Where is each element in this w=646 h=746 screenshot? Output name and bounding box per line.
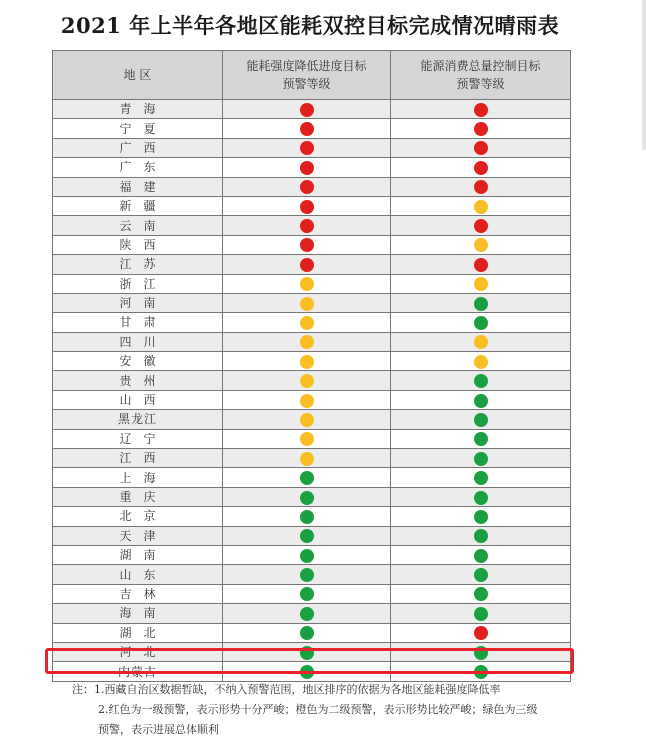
red-warning-dot bbox=[300, 180, 314, 194]
red-warning-dot bbox=[300, 161, 314, 175]
intensity-level-cell bbox=[223, 255, 391, 274]
region-cell bbox=[53, 468, 223, 487]
orange-warning-dot bbox=[474, 200, 488, 214]
total-level-cell bbox=[391, 487, 571, 506]
intensity-level-cell bbox=[223, 138, 391, 157]
region-name: 贵州 bbox=[119, 373, 168, 388]
region-cell bbox=[53, 565, 223, 584]
total-level-cell bbox=[391, 216, 571, 235]
total-level-cell bbox=[391, 177, 571, 196]
intensity-level-cell bbox=[223, 293, 391, 312]
region-name: 安徽 bbox=[119, 354, 168, 369]
intensity-level-cell bbox=[223, 371, 391, 390]
total-level-cell bbox=[391, 158, 571, 177]
total-level-cell bbox=[391, 390, 571, 409]
intensity-level-cell bbox=[223, 604, 391, 623]
intensity-level-cell bbox=[223, 545, 391, 564]
table-row bbox=[53, 507, 571, 526]
region-cell bbox=[53, 623, 223, 642]
red-warning-dot bbox=[474, 103, 488, 117]
notes bbox=[72, 680, 612, 740]
intensity-level-cell bbox=[223, 158, 391, 177]
region-cell bbox=[53, 138, 223, 157]
total-level-cell bbox=[391, 313, 571, 332]
region-cell bbox=[53, 158, 223, 177]
region-name: 浙江 bbox=[119, 276, 168, 291]
table-row bbox=[53, 177, 571, 196]
total-level-cell bbox=[391, 274, 571, 293]
header-total: 能源消费总量控制目标 预警等级 bbox=[391, 51, 571, 100]
table-row bbox=[53, 313, 571, 332]
orange-warning-dot bbox=[300, 316, 314, 330]
table-row bbox=[53, 138, 571, 157]
orange-warning-dot bbox=[300, 432, 314, 446]
total-level-cell bbox=[391, 604, 571, 623]
table-row bbox=[53, 468, 571, 487]
intensity-level-cell bbox=[223, 429, 391, 448]
table-row bbox=[53, 255, 571, 274]
note-line-1: 注：1.西藏自治区数据暂缺，不纳入预警范围，地区排序的依据为各地区能耗强度降低率 bbox=[72, 683, 501, 696]
region-cell bbox=[53, 487, 223, 506]
table-row bbox=[53, 216, 571, 235]
table-row bbox=[53, 371, 571, 390]
region-name: 重庆 bbox=[119, 490, 168, 504]
green-warning-dot bbox=[474, 607, 488, 621]
table-row bbox=[53, 390, 571, 409]
warning-table bbox=[52, 50, 571, 682]
header-region: 地 区 bbox=[53, 51, 223, 100]
total-level-cell bbox=[391, 255, 571, 274]
orange-warning-dot bbox=[300, 277, 314, 291]
red-warning-dot bbox=[300, 103, 314, 117]
green-warning-dot bbox=[474, 471, 488, 485]
intensity-level-cell bbox=[223, 313, 391, 332]
green-warning-dot bbox=[474, 529, 488, 543]
region-cell bbox=[53, 584, 223, 603]
region-name: 山西 bbox=[119, 393, 168, 408]
orange-warning-dot bbox=[300, 297, 314, 311]
region-name: 新疆 bbox=[119, 199, 168, 214]
intensity-level-cell bbox=[223, 235, 391, 254]
intensity-level-cell bbox=[223, 623, 391, 642]
intensity-level-cell bbox=[223, 119, 391, 138]
red-warning-dot bbox=[300, 200, 314, 214]
table-body bbox=[53, 100, 571, 682]
table-row bbox=[53, 565, 571, 584]
table-row bbox=[53, 235, 571, 254]
table-header-row bbox=[53, 51, 571, 100]
total-level-cell bbox=[391, 352, 571, 371]
total-level-cell bbox=[391, 565, 571, 584]
region-cell bbox=[53, 545, 223, 564]
region-name: 天津 bbox=[119, 528, 168, 543]
green-warning-dot bbox=[300, 510, 314, 524]
table-row bbox=[53, 584, 571, 603]
region-cell bbox=[53, 313, 223, 332]
green-warning-dot bbox=[300, 529, 314, 543]
region-name: 广东 bbox=[119, 160, 168, 175]
note-line-3: 预警，表示进展总体顺利 bbox=[98, 723, 219, 736]
region-cell bbox=[53, 293, 223, 312]
green-warning-dot bbox=[300, 587, 314, 601]
intensity-level-cell bbox=[223, 565, 391, 584]
total-level-cell bbox=[391, 100, 571, 119]
green-warning-dot bbox=[300, 471, 314, 485]
intensity-level-cell bbox=[223, 487, 391, 506]
intensity-level-cell bbox=[223, 274, 391, 293]
green-warning-dot bbox=[474, 452, 488, 466]
red-warning-dot bbox=[474, 180, 488, 194]
region-name: 四川 bbox=[119, 334, 168, 349]
green-warning-dot bbox=[300, 626, 314, 640]
region-cell bbox=[53, 390, 223, 409]
region-cell bbox=[53, 410, 223, 429]
total-level-cell bbox=[391, 526, 571, 545]
green-warning-dot bbox=[474, 413, 488, 427]
region-cell bbox=[53, 332, 223, 351]
orange-warning-dot bbox=[300, 394, 314, 408]
intensity-level-cell bbox=[223, 196, 391, 215]
red-warning-dot bbox=[474, 122, 488, 136]
table-row bbox=[53, 196, 571, 215]
red-warning-dot bbox=[474, 161, 488, 175]
red-warning-dot bbox=[474, 219, 488, 233]
total-level-cell bbox=[391, 507, 571, 526]
red-warning-dot bbox=[474, 626, 488, 640]
region-cell bbox=[53, 449, 223, 468]
table-container bbox=[52, 50, 570, 682]
intensity-level-cell bbox=[223, 332, 391, 351]
green-warning-dot bbox=[474, 587, 488, 601]
total-level-cell bbox=[391, 449, 571, 468]
region-name: 北京 bbox=[119, 509, 168, 524]
total-level-cell bbox=[391, 119, 571, 138]
note-line-2: 2.红色为一级预警，表示形势十分严峻；橙色为二级预警，表示形势比较严峻；绿色为三级 bbox=[98, 703, 538, 716]
green-warning-dot bbox=[474, 394, 488, 408]
green-warning-dot bbox=[474, 549, 488, 563]
region-name: 上海 bbox=[119, 470, 168, 485]
region-cell bbox=[53, 216, 223, 235]
region-cell bbox=[53, 235, 223, 254]
orange-warning-dot bbox=[300, 452, 314, 466]
red-warning-dot bbox=[300, 122, 314, 136]
region-name: 江西 bbox=[119, 451, 168, 466]
region-name: 河北 bbox=[119, 645, 168, 660]
table-row bbox=[53, 604, 571, 623]
red-warning-dot bbox=[300, 238, 314, 252]
region-cell bbox=[53, 100, 223, 119]
region-cell bbox=[53, 429, 223, 448]
intensity-level-cell bbox=[223, 390, 391, 409]
region-name: 江苏 bbox=[119, 257, 168, 272]
region-cell bbox=[53, 255, 223, 274]
green-warning-dot bbox=[474, 432, 488, 446]
orange-warning-dot bbox=[474, 355, 488, 369]
total-level-cell bbox=[391, 584, 571, 603]
region-cell bbox=[53, 604, 223, 623]
green-warning-dot bbox=[300, 549, 314, 563]
total-level-cell bbox=[391, 332, 571, 351]
region-name: 河南 bbox=[119, 296, 168, 311]
table-row bbox=[53, 410, 571, 429]
orange-warning-dot bbox=[474, 238, 488, 252]
region-name: 陕西 bbox=[119, 237, 168, 252]
region-cell bbox=[53, 352, 223, 371]
table-row bbox=[53, 100, 571, 119]
orange-warning-dot bbox=[300, 355, 314, 369]
intensity-level-cell bbox=[223, 468, 391, 487]
total-level-cell bbox=[391, 196, 571, 215]
region-cell bbox=[53, 274, 223, 293]
intensity-level-cell bbox=[223, 177, 391, 196]
region-cell bbox=[53, 177, 223, 196]
orange-warning-dot bbox=[474, 277, 488, 291]
green-warning-dot bbox=[474, 568, 488, 582]
intensity-level-cell bbox=[223, 216, 391, 235]
intensity-level-cell bbox=[223, 352, 391, 371]
green-warning-dot bbox=[300, 607, 314, 621]
orange-warning-dot bbox=[300, 413, 314, 427]
red-warning-dot bbox=[300, 219, 314, 233]
total-level-cell bbox=[391, 138, 571, 157]
region-cell bbox=[53, 507, 223, 526]
intensity-level-cell bbox=[223, 507, 391, 526]
table-row bbox=[53, 293, 571, 312]
red-warning-dot bbox=[474, 258, 488, 272]
region-name: 湖南 bbox=[119, 548, 168, 563]
region-cell bbox=[53, 196, 223, 215]
orange-warning-dot bbox=[474, 335, 488, 349]
orange-warning-dot bbox=[300, 374, 314, 388]
table-row bbox=[53, 449, 571, 468]
green-warning-dot bbox=[474, 316, 488, 330]
table-row bbox=[53, 274, 571, 293]
total-level-cell bbox=[391, 429, 571, 448]
region-cell bbox=[53, 371, 223, 390]
total-level-cell bbox=[391, 623, 571, 642]
table-row bbox=[53, 119, 571, 138]
region-cell bbox=[53, 526, 223, 545]
region-name: 内蒙古 bbox=[117, 664, 157, 679]
total-level-cell bbox=[391, 410, 571, 429]
green-warning-dot bbox=[474, 510, 488, 524]
page-title: 2021 年上半年各地区能耗双控目标完成情况晴雨表 bbox=[60, 13, 560, 38]
green-warning-dot bbox=[300, 568, 314, 582]
highlight-box bbox=[45, 648, 574, 674]
total-level-cell bbox=[391, 545, 571, 564]
region-name: 甘肃 bbox=[119, 315, 168, 330]
green-warning-dot bbox=[300, 491, 314, 505]
region-name: 广西 bbox=[119, 140, 168, 155]
total-level-cell bbox=[391, 371, 571, 390]
table-row bbox=[53, 158, 571, 177]
red-warning-dot bbox=[300, 258, 314, 272]
region-name: 山东 bbox=[119, 567, 168, 582]
total-level-cell bbox=[391, 468, 571, 487]
region-name: 福建 bbox=[119, 179, 168, 194]
table-row bbox=[53, 526, 571, 545]
intensity-level-cell bbox=[223, 410, 391, 429]
red-warning-dot bbox=[300, 141, 314, 155]
region-name: 宁夏 bbox=[119, 121, 168, 136]
total-level-cell bbox=[391, 293, 571, 312]
table-row bbox=[53, 352, 571, 371]
region-name: 辽宁 bbox=[119, 431, 168, 446]
intensity-level-cell bbox=[223, 526, 391, 545]
region-name: 青海 bbox=[119, 102, 168, 117]
header-intensity: 能耗强度降低进度目标 预警等级 bbox=[223, 51, 391, 100]
table-row bbox=[53, 487, 571, 506]
green-warning-dot bbox=[474, 491, 488, 505]
intensity-level-cell bbox=[223, 584, 391, 603]
total-level-cell bbox=[391, 235, 571, 254]
region-name: 海南 bbox=[119, 606, 168, 621]
region-name: 湖北 bbox=[119, 625, 168, 640]
region-cell bbox=[53, 119, 223, 138]
intensity-level-cell bbox=[223, 100, 391, 119]
region-name: 云南 bbox=[119, 218, 168, 233]
table-row bbox=[53, 623, 571, 642]
green-warning-dot bbox=[474, 297, 488, 311]
region-name: 吉林 bbox=[119, 586, 168, 601]
region-name: 黑龙江 bbox=[117, 412, 157, 427]
red-warning-dot bbox=[474, 141, 488, 155]
orange-warning-dot bbox=[300, 335, 314, 349]
table-row bbox=[53, 545, 571, 564]
green-warning-dot bbox=[474, 374, 488, 388]
table-row bbox=[53, 332, 571, 351]
intensity-level-cell bbox=[223, 449, 391, 468]
scrollbar[interactable] bbox=[642, 0, 646, 150]
table-row bbox=[53, 429, 571, 448]
